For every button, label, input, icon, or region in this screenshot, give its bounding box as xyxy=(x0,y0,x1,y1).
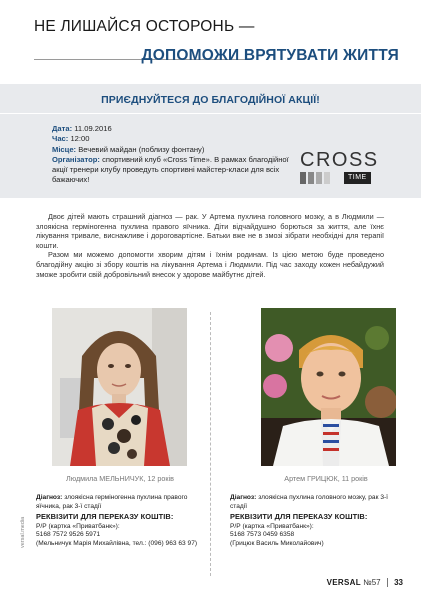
photo-artem xyxy=(261,308,396,466)
account-number: 5168 7573 0459 6358 xyxy=(230,531,295,539)
account-number: 5168 7572 9526 5971 xyxy=(36,531,101,539)
logo-sub: TIME xyxy=(344,172,371,184)
date-label: Дата: xyxy=(52,124,73,133)
article-paragraph-2: Разом ми можемо допомогти хворим дітям і їхнім родинам. Із цією метою буде проведено благодійну акцію зі збору коштів на лікування Артема і Людмили. Під час заходу кожен небайдужий зможе зробити свій добровільний внесок у здорове майбутнє дітей. xyxy=(36,250,384,279)
account-label: Р/Р (картка «Приватбанк»): xyxy=(230,522,314,530)
article-body xyxy=(36,212,384,279)
side-website-text: versal.media xyxy=(20,516,26,548)
account-holder: (Грицюк Василь Миколайович) xyxy=(230,539,324,547)
headline-line-1: НЕ ЛИШАЙСЯ ОСТОРОНЬ — xyxy=(34,18,255,35)
organizer-value: спортивний клуб «Cross Time». xyxy=(102,154,212,164)
organizer-label: Організатор: xyxy=(52,154,100,164)
issue-number: №57 xyxy=(363,578,381,587)
place-value: Вечевий майдан (поблизу фонтану) xyxy=(78,144,205,154)
photo-lyudmyla xyxy=(52,308,187,466)
place-label: Місце: xyxy=(52,144,77,154)
diagnosis-row xyxy=(36,494,206,511)
event-place-row xyxy=(52,145,292,155)
page-number: 33 xyxy=(394,578,403,587)
magazine-name: VERSAL xyxy=(326,578,361,587)
diagnosis-label: Діагноз: xyxy=(230,494,257,501)
event-date-row xyxy=(52,124,292,134)
logo-word: CROSS xyxy=(300,149,379,171)
diagnosis-value: злоякісна герміногенна пухлина правого яїчника, рак 3-ї стадії xyxy=(36,494,188,510)
details-artem xyxy=(230,494,400,549)
event-title: ПРИЄДНУЙТЕСЯ ДО БЛАГОДІЙНОЇ АКЦІЇ! xyxy=(101,94,320,106)
footer-separator xyxy=(387,578,388,587)
column-divider xyxy=(210,312,211,576)
time-label: Час: xyxy=(52,134,69,144)
headline-line-2: ДОПОМОЖИ ВРЯТУВАТИ ЖИТТЯ xyxy=(141,47,399,64)
diagnosis-value: злоякісна пухлина головного мозку, рак 3-ї стадії xyxy=(230,494,389,510)
event-time-row xyxy=(52,134,292,144)
diagnosis-row xyxy=(230,494,400,511)
cross-time-logo xyxy=(300,150,382,190)
event-details xyxy=(52,124,292,186)
diagnosis-label: Діагноз: xyxy=(36,494,63,501)
requisites-title: РЕКВІЗИТИ ДЛЯ ПЕРЕКАЗУ КОШТІВ: xyxy=(230,512,368,522)
requisites-title: РЕКВІЗИТИ ДЛЯ ПЕРЕКАЗУ КОШТІВ: xyxy=(36,512,174,522)
time-value: 12:00 xyxy=(70,134,90,144)
caption-lyudmyla: Людмила МЕЛЬНИЧУК, 12 років xyxy=(66,474,174,483)
page-footer xyxy=(327,578,403,587)
date-value: 11.09.2016 xyxy=(74,124,112,133)
event-organizer-row xyxy=(52,155,292,186)
account-label: Р/Р (картка «Приватбанк»): xyxy=(36,522,120,530)
article-paragraph-1: Двоє дітей мають страшний діагноз — рак. У Артема пухлина головного мозку, а в Людмили — злоякісна герміногенна пухлина правого яїчника. Діти відчайдушно борються за життя, але їхнє лікування тривале, виснажливе і дороговартісне. Батьки вже не в змозі зібрати необхідні для терапії кошти. xyxy=(36,212,384,250)
caption-artem: Артем ГРИЦЮК, 11 років xyxy=(284,474,368,483)
account-holder: (Мельничук Марія Михайлівна, тел.: (096) 963 63 97) xyxy=(36,539,198,547)
details-lyudmyla xyxy=(36,494,206,549)
organizer-extra: В рамках благодійної акції тренери клубу проведуть спортивні майстер-класи для всіх бажаючих! xyxy=(52,154,289,185)
logo-bars-icon xyxy=(300,172,330,184)
boy-portrait-icon xyxy=(261,308,396,466)
event-divider xyxy=(0,113,421,114)
girl-portrait-icon xyxy=(52,308,187,466)
